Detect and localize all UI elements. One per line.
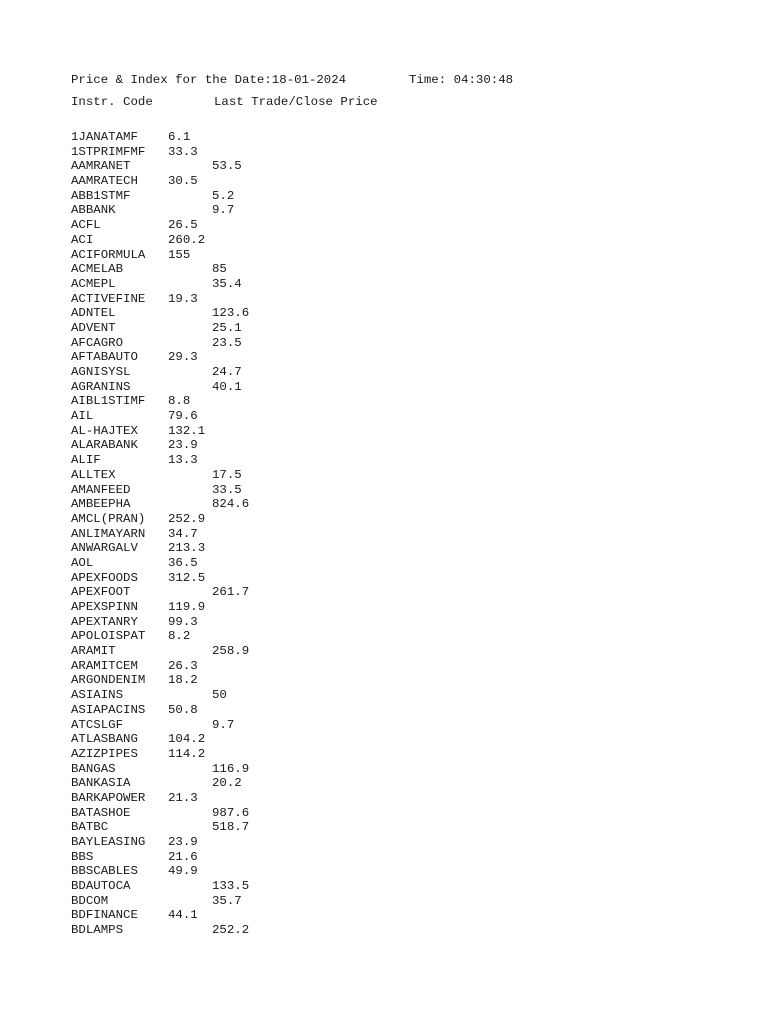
close-price: 8.2 [168,629,191,644]
list-item [71,585,471,600]
report-title: Price & Index for the Date:18-01-2024 [71,73,347,87]
close-price: 824.6 [212,497,250,512]
instrument-code: AZIZPIPES [71,746,138,761]
instrument-code: ATLASBANG [71,732,138,747]
instrument-code: ARGONDENIM [71,673,146,688]
list-item [71,791,471,806]
close-price: 26.5 [168,218,198,233]
instrument-code: BDAUTOCA [71,879,131,894]
list-item [71,350,471,365]
close-price: 23.9 [168,835,198,849]
instrument-code: ADNTEL [71,306,116,321]
instrument-code: APEXSPINN [71,600,138,614]
instrument-code: AMCL(PRAN) [71,511,146,526]
list-item [71,159,471,174]
list-item [71,879,471,894]
list-item [71,718,471,733]
close-price: 155 [168,247,191,262]
close-price: 21.6 [168,849,198,864]
list-item [71,688,471,703]
list-item [71,600,471,615]
list-item [71,512,471,527]
close-price: 312.5 [168,570,206,585]
instrument-code: BATBC [71,820,109,835]
list-item [71,615,471,630]
instrument-code: ABB1STMF [71,188,131,203]
list-item [71,365,471,380]
instrument-code: BAYLEASING [71,835,146,849]
instrument-code: AMANFEED [71,482,131,497]
close-price: 49.9 [168,864,198,879]
list-item [71,659,471,674]
list-item [71,644,471,659]
close-price: 44.1 [168,908,198,923]
list-item [71,806,471,821]
instrument-code: AAMRANET [71,159,131,174]
close-price: 518.7 [212,820,250,835]
instrument-code: APEXFOODS [71,570,138,585]
list-item [71,189,471,204]
list-item [71,483,471,498]
instrument-code: ALARABANK [71,438,138,453]
close-price: 29.3 [168,350,198,365]
list-item [71,541,471,556]
instrument-code: BANGAS [71,761,116,776]
list-item [71,248,471,263]
list-item [71,380,471,395]
list-item [71,174,471,189]
list-item [71,497,471,512]
instrument-code: AL-HAJTEX [71,423,138,438]
list-item [71,732,471,747]
instrument-code: BDFINANCE [71,908,138,923]
list-item [71,850,471,865]
close-price: 35.7 [212,893,242,908]
close-price: 6.1 [168,130,191,144]
close-price: 258.9 [212,644,250,659]
instrument-code: ACI [71,232,94,247]
close-price: 24.7 [212,365,242,379]
instrument-code: ANLIMAYARN [71,526,146,541]
close-price: 85 [212,262,227,277]
instrument-code: ARAMIT [71,644,116,659]
instrument-code: BBS [71,849,94,864]
close-price: 8.8 [168,394,191,409]
instrument-code: ANWARGALV [71,541,138,556]
close-price: 21.3 [168,790,198,805]
list-item [71,835,471,850]
list-item [71,923,471,938]
close-price: 261.7 [212,585,250,600]
list-item [71,394,471,409]
close-price: 123.6 [212,306,250,321]
list-item [71,262,471,277]
close-price: 213.3 [168,541,206,556]
instrument-code: AFTABAUTO [71,350,138,365]
list-item [71,629,471,644]
instrument-code: ADVENT [71,320,116,335]
close-price: 260.2 [168,232,206,247]
report-time: Time: 04:30:48 [409,73,514,87]
close-price: 104.2 [168,732,206,747]
list-item [71,762,471,777]
instrument-code: AGNISYSL [71,365,131,379]
list-item [71,556,471,571]
price-list [71,130,471,938]
instrument-code: BANKASIA [71,776,131,791]
close-price: 50 [212,688,227,703]
close-price: 9.7 [212,203,235,218]
price-report-page [71,72,731,938]
close-price: 252.2 [212,923,250,938]
instrument-code: AFCAGRO [71,335,124,350]
list-item [71,894,471,909]
close-price: 987.6 [212,805,250,820]
instrument-code: ARAMITCEM [71,658,138,673]
close-price: 36.5 [168,555,198,570]
list-item [71,776,471,791]
list-item [71,145,471,160]
instrument-code: 1JANATAMF [71,130,138,144]
close-price: 18.2 [168,673,198,688]
close-price: 23.9 [168,438,198,453]
instrument-code: ALLTEX [71,467,116,482]
instrument-code: ACFL [71,218,101,233]
list-item [71,438,471,453]
list-item [71,277,471,292]
instrument-code: ABBANK [71,203,116,218]
instrument-code: ASIAINS [71,688,124,703]
close-price: 114.2 [168,746,206,761]
instrument-code: AIBL1STIMF [71,394,146,409]
close-price: 119.9 [168,600,206,614]
instrument-code: BARKAPOWER [71,790,146,805]
list-item [71,336,471,351]
close-price: 33.5 [212,482,242,497]
list-item [71,673,471,688]
instrument-code: AAMRATECH [71,174,138,189]
instrument-code: BDCOM [71,893,109,908]
close-price: 13.3 [168,453,198,468]
list-item [71,864,471,879]
instrument-code: APEXTANRY [71,614,138,629]
instrument-code: APEXFOOT [71,585,131,600]
list-item [71,424,471,439]
close-price: 132.1 [168,423,206,438]
close-price: 30.5 [168,174,198,189]
instrument-code: ALIF [71,453,101,468]
close-price: 17.5 [212,467,242,482]
instrument-code: ASIAPACINS [71,702,146,717]
close-price: 25.1 [212,320,242,335]
list-item [71,820,471,835]
instrument-code: BATASHOE [71,805,131,820]
close-price: 33.3 [168,144,198,159]
instrument-code: AGRANINS [71,379,131,394]
list-item [71,233,471,248]
instrument-code: AOL [71,555,94,570]
report-header [71,72,731,88]
close-price: 5.2 [212,188,235,203]
column-header-row [71,94,731,110]
instrument-code: BBSCABLES [71,864,138,879]
list-item [71,130,471,145]
instrument-code: ACTIVEFINE [71,291,146,306]
instrument-code: AIL [71,409,94,424]
column-header-code: Instr. Code [71,95,153,109]
list-item [71,468,471,483]
instrument-code: ACMEPL [71,276,116,291]
close-price: 23.5 [212,335,242,350]
list-item [71,571,471,586]
list-item [71,306,471,321]
close-price: 79.6 [168,409,198,424]
instrument-code: ATCSLGF [71,717,124,732]
close-price: 34.7 [168,526,198,541]
close-price: 116.9 [212,761,250,776]
list-item [71,453,471,468]
list-item [71,527,471,542]
list-item [71,218,471,233]
close-price: 133.5 [212,879,250,894]
instrument-code: ACMELAB [71,262,124,277]
list-item [71,321,471,336]
close-price: 99.3 [168,614,198,629]
list-item [71,203,471,218]
instrument-code: BDLAMPS [71,923,124,938]
list-item [71,908,471,923]
close-price: 50.8 [168,702,198,717]
instrument-code: APOLOISPAT [71,629,146,644]
list-item [71,747,471,762]
list-item [71,409,471,424]
close-price: 9.7 [212,717,235,732]
instrument-code: AMBEEPHA [71,497,131,512]
list-item [71,703,471,718]
close-price: 20.2 [212,776,242,791]
list-item [71,292,471,307]
close-price: 35.4 [212,276,242,291]
close-price: 252.9 [168,511,206,526]
close-price: 53.5 [212,159,242,174]
column-header-price: Last Trade/Close Price [214,95,378,109]
close-price: 19.3 [168,291,198,306]
close-price: 40.1 [212,379,242,394]
close-price: 26.3 [168,658,198,673]
instrument-code: 1STPRIMFMF [71,144,146,159]
instrument-code: ACIFORMULA [71,247,146,262]
